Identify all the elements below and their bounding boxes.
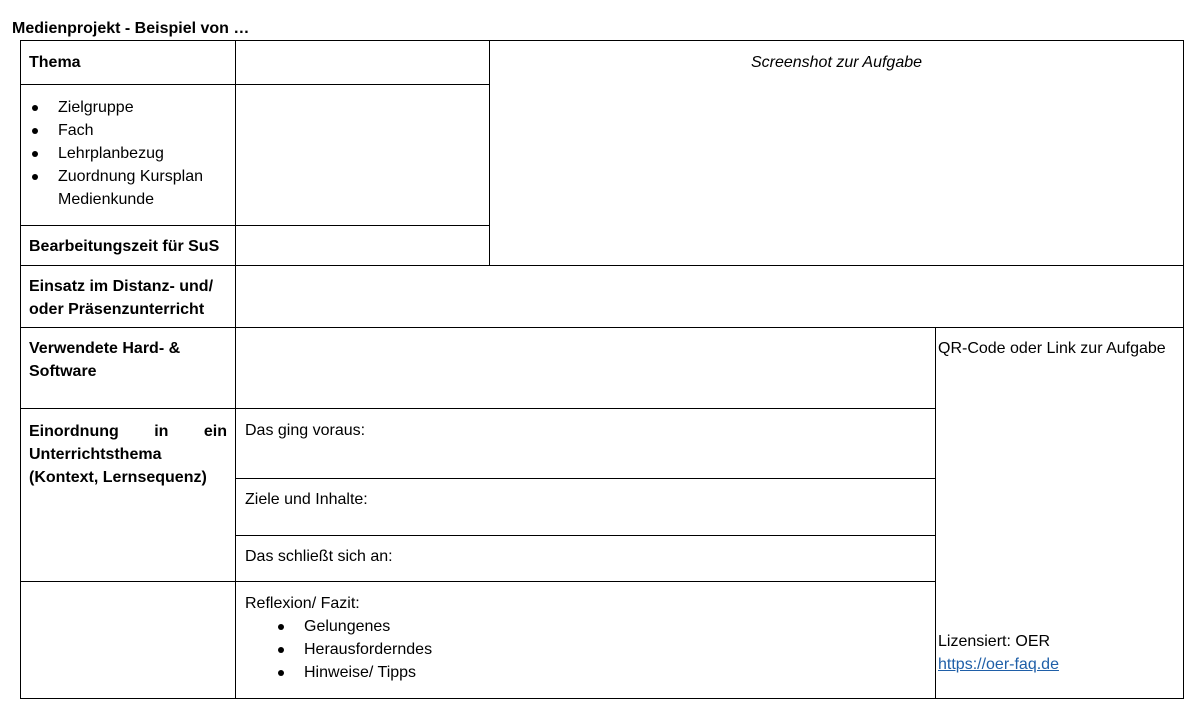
reflexion-cell[interactable] xyxy=(235,581,936,699)
einordnung-label-rest: Unterrichtsthema (Kontext, Lernsequenz) xyxy=(29,446,207,486)
list-item: Zielgruppe xyxy=(29,96,227,119)
list-item: Gelungenes xyxy=(275,615,926,638)
hardware-label: Verwendete Hard- & Software xyxy=(29,340,181,380)
list-item: Lehrplanbezug xyxy=(29,142,227,165)
zielgruppe-value-cell[interactable] xyxy=(235,84,490,226)
ziele-cell[interactable] xyxy=(235,478,936,536)
zielgruppe-label-cell xyxy=(20,84,236,226)
einordnung-label-first-line xyxy=(29,420,227,443)
zielgruppe-list xyxy=(29,96,227,211)
einordnung-word: Einordnung xyxy=(29,423,119,440)
list-item: Hinweise/ Tipps xyxy=(275,661,926,684)
hardware-label-cell xyxy=(20,327,236,409)
bearbeitungszeit-label: Bearbeitungszeit für SuS xyxy=(29,238,220,255)
thema-value-cell[interactable] xyxy=(235,40,490,85)
reflexion-label: Reflexion/ Fazit: xyxy=(245,595,360,612)
thema-label: Thema xyxy=(29,54,81,71)
einordnung-word: in xyxy=(154,423,169,440)
reflexion-empty-cell xyxy=(20,581,236,699)
list-item: Zuordnung Kursplan Medienkunde xyxy=(29,165,227,211)
document-title: Medienprojekt - Beispiel von … xyxy=(12,20,250,37)
anschluss-label: Das schließt sich an: xyxy=(245,548,393,565)
ziele-label: Ziele und Inhalte: xyxy=(245,491,368,508)
license-link[interactable]: https://oer-faq.de xyxy=(938,656,1059,673)
bearbeitungszeit-value-cell[interactable] xyxy=(235,225,490,266)
bearbeitungszeit-label-cell xyxy=(20,225,236,266)
einsatz-label-cell xyxy=(20,265,236,328)
qr-label: QR-Code oder Link zur Aufgabe xyxy=(938,340,1166,357)
screenshot-cell xyxy=(489,40,1184,266)
einordnung-label-cell xyxy=(20,408,236,582)
thema-label-cell xyxy=(20,40,236,85)
anschluss-cell[interactable] xyxy=(235,535,936,582)
list-item: Fach xyxy=(29,119,227,142)
voraus-label: Das ging voraus: xyxy=(245,422,366,439)
hardware-value-cell[interactable] xyxy=(235,327,936,409)
screenshot-label: Screenshot zur Aufgabe xyxy=(750,54,923,71)
voraus-cell[interactable] xyxy=(235,408,936,479)
license-label: Lizensiert: OER xyxy=(938,633,1051,650)
einordnung-word: ein xyxy=(203,423,227,440)
reflexion-list xyxy=(275,615,926,684)
list-item: Herausforderndes xyxy=(275,638,926,661)
qr-cell xyxy=(935,327,1184,699)
einsatz-label: Einsatz im Distanz- und/ oder Präsenzunterricht xyxy=(29,278,214,318)
einsatz-value-cell[interactable] xyxy=(235,265,1184,328)
